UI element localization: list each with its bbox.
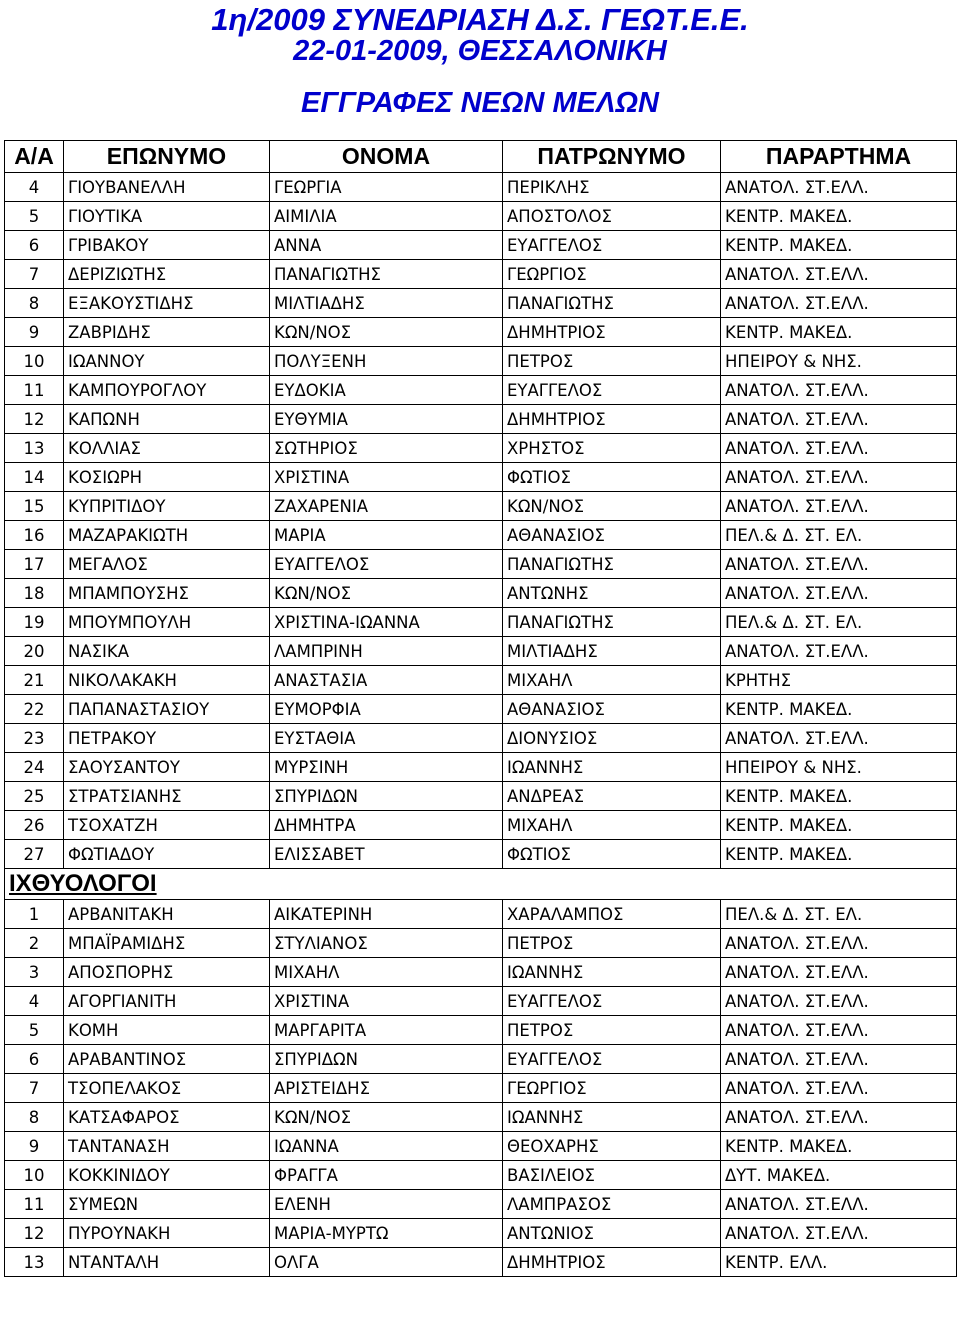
table-row <box>5 579 957 608</box>
branch-cell: ΑΝΑΤΟΛ. ΣΤ.ΕΛΛ. <box>721 405 957 434</box>
row-number: 4 <box>5 173 64 202</box>
row-number: 3 <box>5 958 64 987</box>
table-row <box>5 1161 957 1190</box>
surname-cell: ΝΤΑΝΤΑΛΗ <box>64 1248 270 1277</box>
date-location: 22-01-2009, ΘΕΣΣΑΛΟΝΙΚΗ <box>293 35 667 67</box>
name-cell: ΛΑΜΠΡΙΝΗ <box>270 637 503 666</box>
surname-cell: ΓΙΟΥΤΙΚΑ <box>64 202 270 231</box>
row-number: 23 <box>5 724 64 753</box>
fathers-name-cell: ΙΩΑΝΝΗΣ <box>503 753 721 782</box>
table-row <box>5 637 957 666</box>
fathers-name-cell: ΠΕΡΙΚΛΗΣ <box>503 173 721 202</box>
fathers-name-cell: ΑΠΟΣΤΟΛΟΣ <box>503 202 721 231</box>
branch-cell: ΗΠΕΙΡΟΥ & ΝΗΣ. <box>721 347 957 376</box>
surname-cell: ΑΡΑΒΑΝΤΙΝΟΣ <box>64 1045 270 1074</box>
name-cell: ΣΤΥΛΙΑΝΟΣ <box>270 929 503 958</box>
surname-cell: ΔΕΡΙΖΙΩΤΗΣ <box>64 260 270 289</box>
branch-cell: ΑΝΑΤΟΛ. ΣΤ.ΕΛΛ. <box>721 958 957 987</box>
fathers-name-cell: ΔΗΜΗΤΡΙΟΣ <box>503 318 721 347</box>
fathers-name-cell: ΑΝΤΩΝΙΟΣ <box>503 1219 721 1248</box>
table-row <box>5 987 957 1016</box>
name-cell: ΣΠΥΡΙΔΩΝ <box>270 782 503 811</box>
branch-cell: ΑΝΑΤΟΛ. ΣΤ.ΕΛΛ. <box>721 376 957 405</box>
table-row <box>5 1074 957 1103</box>
branch-cell: ΚΕΝΤΡ. ΜΑΚΕΔ. <box>721 318 957 347</box>
surname-cell: ΚΑΤΣΑΦΑΡΟΣ <box>64 1103 270 1132</box>
row-number: 11 <box>5 376 64 405</box>
branch-cell: ΚΕΝΤΡ. ΜΑΚΕΔ. <box>721 811 957 840</box>
name-cell: ΣΩΤΗΡΙΟΣ <box>270 434 503 463</box>
row-number: 2 <box>5 929 64 958</box>
section-title: ΙΧΘΥΟΛΟΓΟΙ <box>5 869 957 900</box>
fathers-name-cell: ΒΑΣΙΛΕΙΟΣ <box>503 1161 721 1190</box>
row-number: 10 <box>5 347 64 376</box>
surname-cell: ΚΟΣΙΩΡΗ <box>64 463 270 492</box>
branch-cell: ΚΕΝΤΡ. ΕΛΛ. <box>721 1248 957 1277</box>
table-row <box>5 1190 957 1219</box>
row-number: 13 <box>5 434 64 463</box>
name-cell: ΚΩΝ/ΝΟΣ <box>270 579 503 608</box>
col-header-aa: Α/Α <box>5 141 64 173</box>
fathers-name-cell: ΕΥΑΓΓΕΛΟΣ <box>503 1045 721 1074</box>
surname-cell: ΙΩΑΝΝΟΥ <box>64 347 270 376</box>
name-cell: ΜΑΡΙΑ-ΜΥΡΤΩ <box>270 1219 503 1248</box>
row-number: 16 <box>5 521 64 550</box>
surname-cell: ΣΑΟΥΣΑΝΤΟΥ <box>64 753 270 782</box>
branch-cell: ΑΝΑΤΟΛ. ΣΤ.ΕΛΛ. <box>721 929 957 958</box>
branch-cell: ΑΝΑΤΟΛ. ΣΤ.ΕΛΛ. <box>721 550 957 579</box>
row-number: 8 <box>5 1103 64 1132</box>
surname-cell: ΣΥΜΕΩΝ <box>64 1190 270 1219</box>
row-number: 11 <box>5 1190 64 1219</box>
row-number: 6 <box>5 231 64 260</box>
surname-cell: ΣΤΡΑΤΣΙΑΝΗΣ <box>64 782 270 811</box>
branch-cell: ΠΕΛ.& Δ. ΣΤ. ΕΛ. <box>721 521 957 550</box>
table-row <box>5 550 957 579</box>
branch-cell: ΑΝΑΤΟΛ. ΣΤ.ΕΛΛ. <box>721 289 957 318</box>
name-cell: ΜΥΡΣΙΝΗ <box>270 753 503 782</box>
branch-cell: ΑΝΑΤΟΛ. ΣΤ.ΕΛΛ. <box>721 1103 957 1132</box>
surname-cell: ΚΑΜΠΟΥΡΟΓΛΟΥ <box>64 376 270 405</box>
surname-cell: ΓΡΙΒΑΚΟΥ <box>64 231 270 260</box>
surname-cell: ΚΟΜΗ <box>64 1016 270 1045</box>
fathers-name-cell: ΦΩΤΙΟΣ <box>503 463 721 492</box>
row-number: 13 <box>5 1248 64 1277</box>
row-number: 6 <box>5 1045 64 1074</box>
col-header-fathers-name: ΠΑΤΡΩΝΥΜΟ <box>503 141 721 173</box>
fathers-name-cell: ΜΙΛΤΙΑΔΗΣ <box>503 637 721 666</box>
name-cell: ΕΥΣΤΑΘΙΑ <box>270 724 503 753</box>
table-row <box>5 1219 957 1248</box>
fathers-name-cell: ΔΗΜΗΤΡΙΟΣ <box>503 1248 721 1277</box>
name-cell: ΜΑΡΙΑ <box>270 521 503 550</box>
name-cell: ΧΡΙΣΤΙΝΑ <box>270 987 503 1016</box>
table-row <box>5 1132 957 1161</box>
fathers-name-cell: ΑΝΔΡΕΑΣ <box>503 782 721 811</box>
members-part1 <box>5 173 957 869</box>
branch-cell: ΚΕΝΤΡ. ΜΑΚΕΔ. <box>721 231 957 260</box>
row-number: 9 <box>5 318 64 347</box>
table-row <box>5 811 957 840</box>
row-number: 25 <box>5 782 64 811</box>
branch-cell: ΗΠΕΙΡΟΥ & ΝΗΣ. <box>721 753 957 782</box>
name-cell: ΕΥΜΟΡΦΙΑ <box>270 695 503 724</box>
name-cell: ΚΩΝ/ΝΟΣ <box>270 318 503 347</box>
name-cell: ΑΝΝΑ <box>270 231 503 260</box>
branch-cell: ΑΝΑΤΟΛ. ΣΤ.ΕΛΛ. <box>721 1074 957 1103</box>
branch-cell: ΑΝΑΤΟΛ. ΣΤ.ΕΛΛ. <box>721 724 957 753</box>
fathers-name-cell: ΕΥΑΓΓΕΛΟΣ <box>503 987 721 1016</box>
branch-cell: ΠΕΛ.& Δ. ΣΤ. ΕΛ. <box>721 900 957 929</box>
table-row <box>5 405 957 434</box>
document-subtitle: ΕΓΓΡΑΦΕΣ ΝΕΩΝ ΜΕΛΩΝ <box>301 87 659 119</box>
table-row <box>5 958 957 987</box>
row-number: 26 <box>5 811 64 840</box>
surname-cell: ΦΩΤΙΑΔΟΥ <box>64 840 270 869</box>
table-row <box>5 318 957 347</box>
table-row <box>5 695 957 724</box>
name-cell: ΑΝΑΣΤΑΣΙΑ <box>270 666 503 695</box>
name-cell: ΜΙΛΤΙΑΔΗΣ <box>270 289 503 318</box>
row-number: 1 <box>5 900 64 929</box>
branch-cell: ΑΝΑΤΟΛ. ΣΤ.ΕΛΛ. <box>721 579 957 608</box>
table-row <box>5 1103 957 1132</box>
branch-cell: ΚΕΝΤΡ. ΜΑΚΕΔ. <box>721 1132 957 1161</box>
fathers-name-cell: ΧΑΡΑΛΑΜΠΟΣ <box>503 900 721 929</box>
row-number: 27 <box>5 840 64 869</box>
table-row <box>5 289 957 318</box>
surname-cell: ΠΑΠΑΝΑΣΤΑΣΙΟΥ <box>64 695 270 724</box>
name-cell: ΚΩΝ/ΝΟΣ <box>270 1103 503 1132</box>
table-row <box>5 231 957 260</box>
name-cell: ΟΛΓΑ <box>270 1248 503 1277</box>
branch-cell: ΔΥΤ. ΜΑΚΕΔ. <box>721 1161 957 1190</box>
branch-cell: ΑΝΑΤΟΛ. ΣΤ.ΕΛΛ. <box>721 173 957 202</box>
col-header-surname: ΕΠΩΝΥΜΟ <box>64 141 270 173</box>
name-cell: ΑΙΚΑΤΕΡΙΝΗ <box>270 900 503 929</box>
surname-cell: ΜΠΟΥΜΠΟΥΛΗ <box>64 608 270 637</box>
branch-cell: ΠΕΛ.& Δ. ΣΤ. ΕΛ. <box>721 608 957 637</box>
fathers-name-cell: ΧΡΗΣΤΟΣ <box>503 434 721 463</box>
members-table <box>4 140 957 1277</box>
fathers-name-cell: ΠΑΝΑΓΙΩΤΗΣ <box>503 289 721 318</box>
header-row <box>5 141 957 173</box>
row-number: 10 <box>5 1161 64 1190</box>
surname-cell: ΜΠΑΪΡΑΜΙΔΗΣ <box>64 929 270 958</box>
fathers-name-cell: ΦΩΤΙΟΣ <box>503 840 721 869</box>
row-number: 22 <box>5 695 64 724</box>
branch-cell: ΚΕΝΤΡ. ΜΑΚΕΔ. <box>721 695 957 724</box>
name-cell: ΧΡΙΣΤΙΝΑ-ΙΩΑΝΝΑ <box>270 608 503 637</box>
branch-cell: ΑΝΑΤΟΛ. ΣΤ.ΕΛΛ. <box>721 1190 957 1219</box>
fathers-name-cell: ΜΙΧΑΗΛ <box>503 811 721 840</box>
table-row <box>5 666 957 695</box>
branch-cell: ΑΝΑΤΟΛ. ΣΤ.ΕΛΛ. <box>721 987 957 1016</box>
table-row <box>5 202 957 231</box>
row-number: 20 <box>5 637 64 666</box>
table-row <box>5 173 957 202</box>
fathers-name-cell: ΠΕΤΡΟΣ <box>503 347 721 376</box>
row-number: 19 <box>5 608 64 637</box>
surname-cell: ΚΟΚΚΙΝΙΔΟΥ <box>64 1161 270 1190</box>
name-cell: ΙΩΑΝΝΑ <box>270 1132 503 1161</box>
row-number: 7 <box>5 1074 64 1103</box>
fathers-name-cell: ΔΙΟΝΥΣΙΟΣ <box>503 724 721 753</box>
surname-cell: ΤΣΟΧΑΤΖΗ <box>64 811 270 840</box>
table-row <box>5 463 957 492</box>
name-cell: ΕΥΔΟΚΙΑ <box>270 376 503 405</box>
name-cell: ΕΥΘΥΜΙΑ <box>270 405 503 434</box>
table-row <box>5 840 957 869</box>
table-row <box>5 1248 957 1277</box>
surname-cell: ΚΟΛΛΙΑΣ <box>64 434 270 463</box>
surname-cell: ΝΙΚΟΛΑΚΑΚΗ <box>64 666 270 695</box>
branch-cell: ΑΝΑΤΟΛ. ΣΤ.ΕΛΛ. <box>721 492 957 521</box>
surname-cell: ΜΠΑΜΠΟΥΣΗΣ <box>64 579 270 608</box>
fathers-name-cell: ΔΗΜΗΤΡΙΟΣ <box>503 405 721 434</box>
fathers-name-cell: ΚΩΝ/ΝΟΣ <box>503 492 721 521</box>
row-number: 12 <box>5 1219 64 1248</box>
row-number: 8 <box>5 289 64 318</box>
table-row <box>5 347 957 376</box>
name-cell: ΜΙΧΑΗΛ <box>270 958 503 987</box>
row-number: 24 <box>5 753 64 782</box>
table-row <box>5 260 957 289</box>
fathers-name-cell: ΑΘΑΝΑΣΙΟΣ <box>503 695 721 724</box>
row-number: 18 <box>5 579 64 608</box>
name-cell: ΧΡΙΣΤΙΝΑ <box>270 463 503 492</box>
name-cell: ΠΟΛΥΞΕΝΗ <box>270 347 503 376</box>
fathers-name-cell: ΕΥΑΓΓΕΛΟΣ <box>503 376 721 405</box>
fathers-name-cell: ΠΕΤΡΟΣ <box>503 929 721 958</box>
table-row <box>5 1045 957 1074</box>
fathers-name-cell: ΠΑΝΑΓΙΩΤΗΣ <box>503 550 721 579</box>
fathers-name-cell: ΑΝΤΩΝΗΣ <box>503 579 721 608</box>
branch-cell: ΚΕΝΤΡ. ΜΑΚΕΔ. <box>721 782 957 811</box>
table-row <box>5 782 957 811</box>
branch-cell: ΚΕΝΤΡ. ΜΑΚΕΔ. <box>721 840 957 869</box>
row-number: 5 <box>5 1016 64 1045</box>
fathers-name-cell: ΜΙΧΑΗΛ <box>503 666 721 695</box>
name-cell: ΖΑΧΑΡΕΝΙΑ <box>270 492 503 521</box>
row-number: 5 <box>5 202 64 231</box>
surname-cell: ΤΣΟΠΕΛΑΚΟΣ <box>64 1074 270 1103</box>
branch-cell: ΑΝΑΤΟΛ. ΣΤ.ΕΛΛ. <box>721 637 957 666</box>
surname-cell: ΕΞΑΚΟΥΣΤΙΔΗΣ <box>64 289 270 318</box>
surname-cell: ΑΓΟΡΓΙΑΝΙΤΗ <box>64 987 270 1016</box>
surname-cell: ΜΕΓΑΛΟΣ <box>64 550 270 579</box>
fathers-name-cell: ΙΩΑΝΝΗΣ <box>503 958 721 987</box>
fathers-name-cell: ΓΕΩΡΓΙΟΣ <box>503 260 721 289</box>
branch-cell: ΑΝΑΤΟΛ. ΣΤ.ΕΛΛ. <box>721 260 957 289</box>
name-cell: ΦΡΑΓΓΑ <box>270 1161 503 1190</box>
table-row <box>5 753 957 782</box>
name-cell: ΣΠΥΡΙΔΩΝ <box>270 1045 503 1074</box>
section-ichthyologists <box>5 869 957 900</box>
name-cell: ΠΑΝΑΓΙΩΤΗΣ <box>270 260 503 289</box>
row-number: 17 <box>5 550 64 579</box>
fathers-name-cell: ΑΘΑΝΑΣΙΟΣ <box>503 521 721 550</box>
surname-cell: ΚΥΠΡΙΤΙΔΟΥ <box>64 492 270 521</box>
fathers-name-cell: ΠΕΤΡΟΣ <box>503 1016 721 1045</box>
fathers-name-cell: ΙΩΑΝΝΗΣ <box>503 1103 721 1132</box>
surname-cell: ΓΙΟΥΒΑΝΕΛΛΗ <box>64 173 270 202</box>
name-cell: ΑΙΜΙΛΙΑ <box>270 202 503 231</box>
table-row <box>5 521 957 550</box>
row-number: 15 <box>5 492 64 521</box>
surname-cell: ΠΥΡΟΥΝΑΚΗ <box>64 1219 270 1248</box>
fathers-name-cell: ΘΕΟΧΑΡΗΣ <box>503 1132 721 1161</box>
branch-cell: ΑΝΑΤΟΛ. ΣΤ.ΕΛΛ. <box>721 1219 957 1248</box>
name-cell: ΑΡΙΣΤΕΙΔΗΣ <box>270 1074 503 1103</box>
name-cell: ΓΕΩΡΓΙΑ <box>270 173 503 202</box>
branch-cell: ΚΡΗΤΗΣ <box>721 666 957 695</box>
surname-cell: ΠΕΤΡΑΚΟΥ <box>64 724 270 753</box>
surname-cell: ΝΑΣΙΚΑ <box>64 637 270 666</box>
name-cell: ΕΛΙΣΣΑΒΕΤ <box>270 840 503 869</box>
fathers-name-cell: ΕΥΑΓΓΕΛΟΣ <box>503 231 721 260</box>
surname-cell: ΖΑΒΡΙΔΗΣ <box>64 318 270 347</box>
table-row <box>5 1016 957 1045</box>
fathers-name-cell: ΠΑΝΑΓΙΩΤΗΣ <box>503 608 721 637</box>
table-row <box>5 492 957 521</box>
row-number: 4 <box>5 987 64 1016</box>
members-part2 <box>5 900 957 1277</box>
row-number: 7 <box>5 260 64 289</box>
table-row <box>5 900 957 929</box>
row-number: 12 <box>5 405 64 434</box>
section-row <box>5 869 957 900</box>
surname-cell: ΑΡΒΑΝΙΤΑΚΗ <box>64 900 270 929</box>
document-title: 1η/2009 ΣΥΝΕΔΡΙΑΣΗ Δ.Σ. ΓΕΩΤ.Ε.Ε. <box>211 2 749 37</box>
fathers-name-cell: ΛΑΜΠΡΑΣΟΣ <box>503 1190 721 1219</box>
row-number: 14 <box>5 463 64 492</box>
name-cell: ΕΥΑΓΓΕΛΟΣ <box>270 550 503 579</box>
col-header-name: ΟΝΟΜΑ <box>270 141 503 173</box>
fathers-name-cell: ΓΕΩΡΓΙΟΣ <box>503 1074 721 1103</box>
surname-cell: ΚΑΠΩΝΗ <box>64 405 270 434</box>
row-number: 9 <box>5 1132 64 1161</box>
table-row <box>5 434 957 463</box>
surname-cell: ΤΑΝΤΑΝΑΣΗ <box>64 1132 270 1161</box>
name-cell: ΔΗΜΗΤΡΑ <box>270 811 503 840</box>
branch-cell: ΑΝΑΤΟΛ. ΣΤ.ΕΛΛ. <box>721 434 957 463</box>
name-cell: ΕΛΕΝΗ <box>270 1190 503 1219</box>
branch-cell: ΑΝΑΤΟΛ. ΣΤ.ΕΛΛ. <box>721 1045 957 1074</box>
table-row <box>5 724 957 753</box>
surname-cell: ΜΑΖΑΡΑΚΙΩΤΗ <box>64 521 270 550</box>
branch-cell: ΚΕΝΤΡ. ΜΑΚΕΔ. <box>721 202 957 231</box>
branch-cell: ΑΝΑΤΟΛ. ΣΤ.ΕΛΛ. <box>721 1016 957 1045</box>
name-cell: ΜΑΡΓΑΡΙΤΑ <box>270 1016 503 1045</box>
table-row <box>5 376 957 405</box>
col-header-branch: ΠΑΡΑΡΤΗΜΑ <box>721 141 957 173</box>
table-row <box>5 929 957 958</box>
surname-cell: ΑΠΟΣΠΟΡΗΣ <box>64 958 270 987</box>
table-row <box>5 608 957 637</box>
branch-cell: ΑΝΑΤΟΛ. ΣΤ.ΕΛΛ. <box>721 463 957 492</box>
row-number: 21 <box>5 666 64 695</box>
